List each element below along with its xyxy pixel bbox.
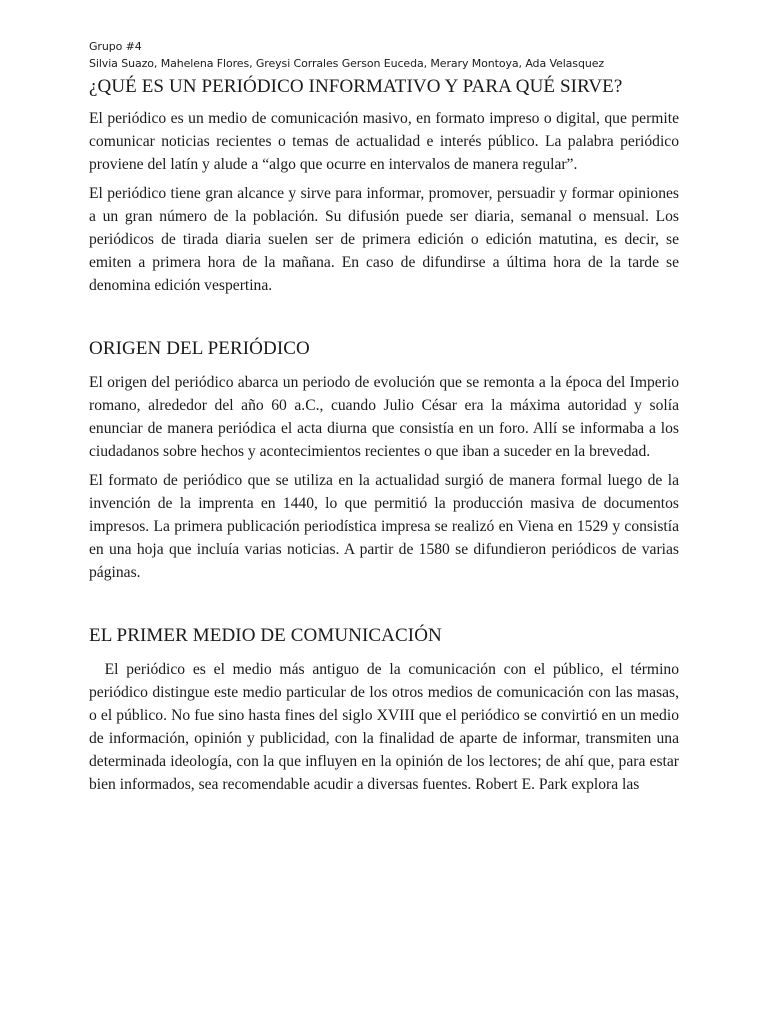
document-page [89,38,683,796]
paragraph-imprenta: El formato de periódico que se utiliza en la actualidad surgió de manera formal luego de la invención de la imprenta en 1440, lo que permitió la producción masiva de documentos impresos. La primera publicación periodística impresa se realizó en Viena en 1529 y consistía en una hoja que incluía varias noticias. A partir de 1580 se difundieron periódicos de varias páginas. [89,472,679,581]
paragraph-primer-medio: El periódico es el medio más antiguo de la comunicación con el público, el término periódico distingue este medio particular de los otros medios de comunicación con las masas, o el público. No fue sino hasta fines del siglo XVIII que el periódico se convirtió en un medio de información, opinión y publicidad, con la finalidad de aparte de informar, transmiten una determinada ideología, con la que influyen en la opinión de los lectores; de ahí que, para estar bien informados, sea recomendable acudir a diversas fuentes. Robert E. Park explora las [89,661,683,793]
paragraph-alcance: El periódico tiene gran alcance y sirve para informar, promover, persuadir y formar opiniones a un gran número de la población. Su difusión puede ser diaria, semanal o mensual. Los periódicos de tirada diaria suelen ser de primera edición o edición matutina, es decir, se emiten a primera hora de la mañana. En caso de difundirse a última hora de la tarde se denomina edición vespertina. [89,185,679,294]
section-heading-que-es: ¿QUÉ ES UN PERIÓDICO INFORMATIVO Y PARA QUÉ SIRVE? [89,76,623,97]
members-line: Silvia Suazo, Mahelena Flores, Greysi Corrales Gerson Euceda, Merary Montoya, Ada Velasquez [89,57,605,70]
group-label: Grupo #4 [89,40,142,53]
paragraph-origen-romano: El origen del periódico abarca un periodo de evolución que se remonta a la época del Imperio romano, alrededor del año 60 a.C., cuando Julio César era la máxima autoridad y solía enunciar de manera periódica el acta diurna que consistía en un foro. Allí se informaba a los ciudadanos sobre hechos y acontecimientos recientes o que iban a suceder en la brevedad. [89,374,679,460]
paragraph-definicion: El periódico es un medio de comunicación masivo, en formato impreso o digital, que permite comunicar noticias recientes o temas de actualidad e interés público. La palabra periódico proviene del latín y alude a “algo que ocurre en intervalos de manera regular”. [89,110,679,173]
section-heading-primer-medio: EL PRIMER MEDIO DE COMUNICACIÓN [89,625,442,646]
section-heading-origen: ORIGEN DEL PERIÓDICO [89,338,310,359]
